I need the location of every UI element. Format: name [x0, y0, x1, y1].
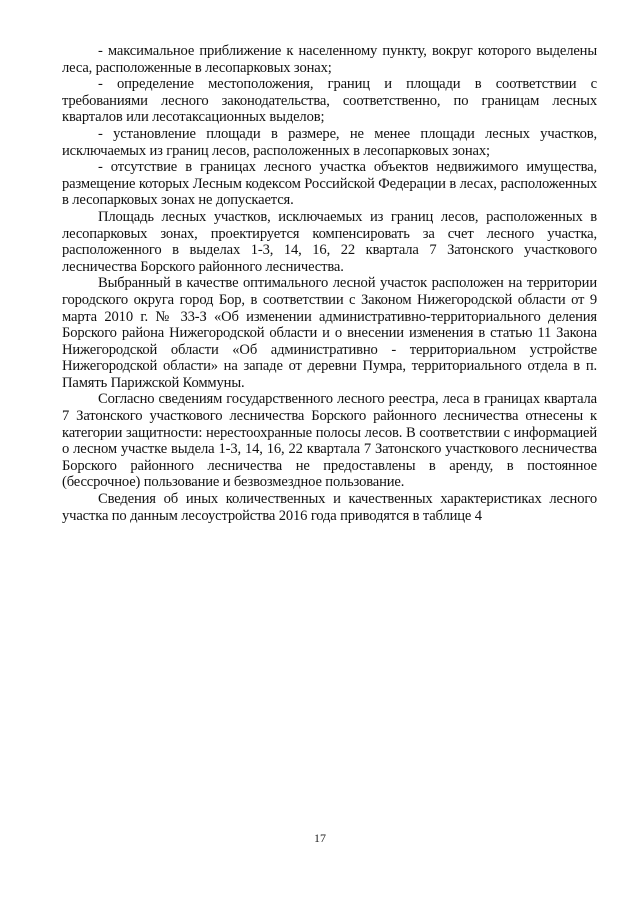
- document-body: [62, 43, 597, 524]
- list-item-location: - определение местоположения, границ и площади в соответствии с требованиями лесного законодательства, соответственно, по границам лесных кварталов или лесотаксационных выделов;: [62, 76, 597, 126]
- paragraph-table-reference: Сведения об иных количественных и качественных характеристиках лесного участка по данным лесоустройства 2016 года приводятся в таблице 4: [62, 491, 597, 524]
- paragraph-location: Выбранный в качестве оптимального лесной участок расположен на территории городского округа город Бор, в соответствии с Законом Нижегородской области от 9 марта 2010 г. № 33-З «Об изменении административно-территориального деления Борского района Нижегородской области и о внесении изменения в статью 11 Закона Нижегородской области «Об административно - территориальном устройстве Нижегородской области» на западе от деревни Пумра, территориального отдела в п. Память Парижской Коммуны.: [62, 275, 597, 391]
- paragraph-compensation: Площадь лесных участков, исключаемых из границ лесов, расположенных в лесопарковых зонах, проектируется компенсировать за счет лесного участка, расположенного в выделах 1-3, 14, 16, 22 квартала 7 Затонского участкового лесничества Борского районного лесничества.: [62, 208, 597, 275]
- list-item-property: - отсутствие в границах лесного участка объектов недвижимого имущества, размещение которых Лесным кодексом Российской Федерации в лесах, расположенных в лесопарковых зонах не допускается.: [62, 159, 597, 209]
- page-number: 17: [314, 831, 326, 845]
- list-item-area: - установление площади в размере, не менее площади лесных участков, исключаемых из границ лесов, расположенных в лесопарковых зонах;: [62, 125, 597, 159]
- paragraph-registry: Согласно сведениям государственного лесного реестра, леса в границах квартала 7 Затонского участкового лесничества Борского районного лесничества отнесены к категории защитности: нерестоохранные полосы лесов. В соответствии с информацией о лесном участке выдела 1-3, 14, 16, 22 квартала 7 Затонского участкового лесничества Борского районного лесничества не предоставлены в аренду, в постоянное (бессрочное) пользование и безвозмездное пользование.: [62, 391, 597, 491]
- list-item-proximity: - максимальное приближение к населенному пункту, вокруг которого выделены леса, расположенные в лесопарковых зонах;: [62, 43, 597, 76]
